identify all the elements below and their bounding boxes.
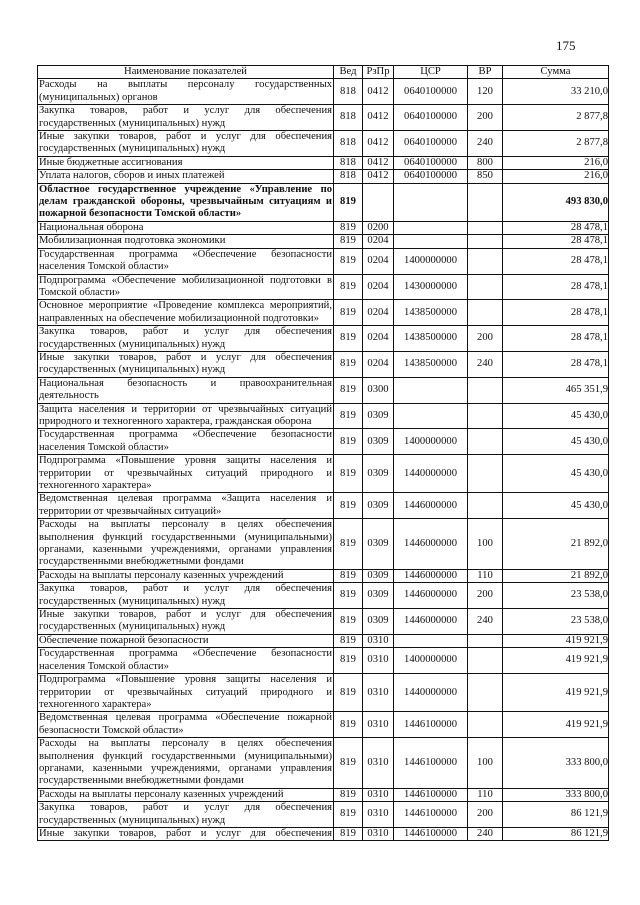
cell-sum: 28 478,1 xyxy=(503,351,609,377)
cell-csr: 1400000000 xyxy=(394,648,468,674)
cell-sum: 216,0 xyxy=(503,156,609,169)
cell-rzpr: 0200 xyxy=(363,221,394,234)
cell-sum: 28 478,1 xyxy=(503,235,609,248)
header-sum: Сумма xyxy=(503,66,609,79)
cell-ved: 819 xyxy=(334,712,363,738)
cell-ved: 819 xyxy=(334,609,363,635)
cell-sum: 419 921,9 xyxy=(503,674,609,712)
cell-name: Закупка товаров, работ и услуг для обеспечения государственных (муниципальных) нужд xyxy=(39,802,332,826)
cell-rzpr: 0309 xyxy=(363,583,394,609)
cell-sum: 333 800,0 xyxy=(503,738,609,789)
header-rzpr: РзПр xyxy=(363,66,394,79)
cell-csr xyxy=(394,183,468,221)
table-row xyxy=(38,300,609,326)
cell-csr: 1440000000 xyxy=(394,455,468,493)
cell-csr xyxy=(394,377,468,403)
cell-sum: 45 430,0 xyxy=(503,403,609,429)
cell-csr: 1400000000 xyxy=(394,248,468,274)
cell-rzpr: 0412 xyxy=(363,105,394,131)
cell-name: Расходы на выплаты персоналу в целях обеспечения выполнения функций государственными (муниципальными) органами, казенными учреждениями, органами управления государственными внебюджетными фондами xyxy=(39,519,332,568)
cell-rzpr: 0412 xyxy=(363,170,394,183)
cell-sum: 45 430,0 xyxy=(503,455,609,493)
cell-csr: 1400000000 xyxy=(394,429,468,455)
cell-sum: 419 921,9 xyxy=(503,712,609,738)
cell-vr: 240 xyxy=(468,351,503,377)
cell-name: Закупка товаров, работ и услуг для обеспечения государственных (муниципальных) нужд xyxy=(39,583,332,607)
cell-name: Подпрограмма «Обеспечение мобилизационной подготовки в Томской области» xyxy=(39,274,332,298)
cell-name: Основное мероприятие «Проведение комплекса мероприятий, направленных на обеспечение мобилизационной подготовки» xyxy=(39,300,332,324)
cell-vr xyxy=(468,248,503,274)
cell-csr: 1440000000 xyxy=(394,674,468,712)
table-row xyxy=(38,519,609,570)
cell-sum: 493 830,0 xyxy=(503,183,609,221)
cell-csr: 1446100000 xyxy=(394,712,468,738)
table-row xyxy=(38,827,609,840)
cell-rzpr: 0309 xyxy=(363,609,394,635)
cell-ved: 819 xyxy=(334,802,363,828)
cell-name: Национальная безопасность и правоохранительная деятельность xyxy=(39,377,332,402)
cell-ved: 819 xyxy=(334,326,363,352)
table-row xyxy=(38,788,609,801)
cell-csr: 1430000000 xyxy=(394,274,468,300)
cell-vr xyxy=(468,235,503,248)
cell-rzpr: 0310 xyxy=(363,802,394,828)
table-row xyxy=(38,248,609,274)
cell-vr: 240 xyxy=(468,827,503,840)
cell-rzpr: 0412 xyxy=(363,131,394,157)
cell-sum: 23 538,0 xyxy=(503,609,609,635)
cell-vr xyxy=(468,634,503,647)
cell-rzpr: 0412 xyxy=(363,156,394,169)
cell-vr xyxy=(468,183,503,221)
header-ved: Вед xyxy=(334,66,363,79)
cell-sum: 21 892,0 xyxy=(503,519,609,570)
cell-csr: 0640100000 xyxy=(394,170,468,183)
cell-csr: 0640100000 xyxy=(394,131,468,157)
cell-csr: 0640100000 xyxy=(394,105,468,131)
cell-vr: 100 xyxy=(468,519,503,570)
cell-sum: 333 800,0 xyxy=(503,788,609,801)
cell-ved: 819 xyxy=(334,455,363,493)
cell-ved: 819 xyxy=(334,674,363,712)
table-row xyxy=(38,326,609,352)
cell-sum: 419 921,9 xyxy=(503,634,609,647)
budget-table xyxy=(37,65,609,841)
cell-rzpr: 0204 xyxy=(363,235,394,248)
table-row xyxy=(38,170,609,183)
cell-vr: 200 xyxy=(468,326,503,352)
cell-vr xyxy=(468,455,503,493)
cell-sum: 28 478,1 xyxy=(503,300,609,326)
cell-vr: 200 xyxy=(468,802,503,828)
cell-name: Национальная оборона xyxy=(38,221,334,234)
cell-sum: 86 121,9 xyxy=(503,802,609,828)
table-header-row xyxy=(38,66,609,79)
cell-name: Государственная программа «Обеспечение безопасности населения Томской области» xyxy=(39,429,332,453)
cell-ved: 819 xyxy=(334,583,363,609)
cell-csr: 1446000000 xyxy=(394,583,468,609)
cell-sum: 23 538,0 xyxy=(503,583,609,609)
cell-csr: 1446000000 xyxy=(394,519,468,570)
cell-vr xyxy=(468,377,503,403)
cell-csr: 1446100000 xyxy=(394,788,468,801)
cell-sum: 2 877,8 xyxy=(503,131,609,157)
cell-rzpr: 0310 xyxy=(363,827,394,840)
cell-rzpr: 0300 xyxy=(363,377,394,403)
cell-ved: 818 xyxy=(334,170,363,183)
cell-rzpr: 0204 xyxy=(363,248,394,274)
cell-ved: 819 xyxy=(334,519,363,570)
table-row xyxy=(38,569,609,582)
cell-ved: 819 xyxy=(334,300,363,326)
cell-name: Ведомственная целевая программа «Защита населения и территории от чрезвычайных ситуаций» xyxy=(39,493,332,517)
cell-vr: 100 xyxy=(468,738,503,789)
cell-sum: 419 921,9 xyxy=(503,648,609,674)
cell-csr: 0640100000 xyxy=(394,79,468,105)
cell-rzpr xyxy=(363,183,394,221)
table-row xyxy=(38,429,609,455)
cell-rzpr: 0310 xyxy=(363,788,394,801)
cell-rzpr: 0412 xyxy=(363,79,394,105)
header-vr: ВР xyxy=(468,66,503,79)
cell-sum: 28 478,1 xyxy=(503,274,609,300)
cell-ved: 818 xyxy=(334,105,363,131)
cell-csr: 1446100000 xyxy=(394,738,468,789)
cell-ved: 819 xyxy=(334,351,363,377)
cell-vr xyxy=(468,429,503,455)
table-row xyxy=(38,105,609,131)
cell-vr xyxy=(468,274,503,300)
cell-name: Иные закупки товаров, работ и услуг для обеспечения государственных (муниципальных) нужд xyxy=(39,131,332,155)
cell-vr: 110 xyxy=(468,569,503,582)
cell-ved: 819 xyxy=(334,827,363,840)
cell-name: Расходы на выплаты персоналу казенных учреждений xyxy=(38,569,334,582)
cell-csr: 1446000000 xyxy=(394,609,468,635)
cell-ved: 819 xyxy=(334,248,363,274)
cell-vr xyxy=(468,300,503,326)
table-row xyxy=(38,738,609,789)
cell-csr: 1438500000 xyxy=(394,326,468,352)
cell-csr xyxy=(394,634,468,647)
cell-csr: 0640100000 xyxy=(394,156,468,169)
table-row xyxy=(38,802,609,828)
cell-ved: 819 xyxy=(334,648,363,674)
header-name: Наименование показателей xyxy=(38,66,334,79)
cell-vr: 240 xyxy=(468,609,503,635)
cell-rzpr: 0204 xyxy=(363,326,394,352)
cell-ved: 819 xyxy=(334,493,363,519)
table-row xyxy=(38,235,609,248)
cell-csr: 1446000000 xyxy=(394,569,468,582)
cell-ved: 819 xyxy=(334,221,363,234)
cell-name: Подпрограмма «Повышение уровня защиты населения и территории от чрезвычайных ситуаций природного и техногенного характера» xyxy=(39,674,332,710)
cell-name: Расходы на выплаты персоналу казенных учреждений xyxy=(38,788,334,801)
table-row xyxy=(38,634,609,647)
cell-rzpr: 0309 xyxy=(363,569,394,582)
cell-vr: 200 xyxy=(468,583,503,609)
cell-ved: 819 xyxy=(334,634,363,647)
cell-rzpr: 0309 xyxy=(363,455,394,493)
cell-name: Обеспечение пожарной безопасности xyxy=(38,634,334,647)
header-csr: ЦСР xyxy=(394,66,468,79)
cell-csr: 1446000000 xyxy=(394,493,468,519)
cell-ved: 819 xyxy=(334,235,363,248)
cell-csr: 1446100000 xyxy=(394,802,468,828)
cell-name: Государственная программа «Обеспечение безопасности населения Томской области» xyxy=(39,648,332,672)
table-row xyxy=(38,583,609,609)
cell-vr: 200 xyxy=(468,105,503,131)
cell-csr: 1438500000 xyxy=(394,300,468,326)
cell-sum: 45 430,0 xyxy=(503,429,609,455)
table-row xyxy=(38,221,609,234)
cell-ved: 819 xyxy=(334,377,363,403)
table-row xyxy=(38,712,609,738)
cell-name: Защита населения и территории от чрезвычайных ситуаций природного и техногенного характера, гражданская оборона xyxy=(39,403,332,427)
cell-csr xyxy=(394,403,468,429)
cell-rzpr: 0204 xyxy=(363,351,394,377)
table-row xyxy=(38,79,609,105)
cell-sum: 465 351,9 xyxy=(503,377,609,403)
cell-rzpr: 0204 xyxy=(363,300,394,326)
cell-rzpr: 0310 xyxy=(363,674,394,712)
cell-rzpr: 0310 xyxy=(363,712,394,738)
cell-name: Закупка товаров, работ и услуг для обеспечения государственных (муниципальных) нужд xyxy=(39,105,332,129)
table-row xyxy=(38,377,609,403)
table-row xyxy=(38,674,609,712)
page-number: 175 xyxy=(556,38,576,53)
table-row xyxy=(38,455,609,493)
cell-csr: 1446100000 xyxy=(394,827,468,840)
cell-rzpr: 0309 xyxy=(363,519,394,570)
table-row xyxy=(38,183,609,221)
cell-rzpr: 0310 xyxy=(363,648,394,674)
cell-ved: 819 xyxy=(334,274,363,300)
cell-rzpr: 0310 xyxy=(363,738,394,789)
cell-sum: 28 478,1 xyxy=(503,326,609,352)
cell-ved: 819 xyxy=(334,738,363,789)
cell-vr: 800 xyxy=(468,156,503,169)
cell-vr xyxy=(468,674,503,712)
cell-sum: 21 892,0 xyxy=(503,569,609,582)
cell-vr xyxy=(468,712,503,738)
cell-sum: 33 210,0 xyxy=(503,79,609,105)
cell-ved: 818 xyxy=(334,79,363,105)
table-row xyxy=(38,274,609,300)
table-row xyxy=(38,493,609,519)
cell-rzpr: 0310 xyxy=(363,634,394,647)
cell-rzpr: 0204 xyxy=(363,274,394,300)
table-row xyxy=(38,403,609,429)
cell-name: Ведомственная целевая программа «Обеспечение пожарной безопасности Томской области» xyxy=(39,712,332,736)
cell-sum: 28 478,1 xyxy=(503,248,609,274)
cell-csr xyxy=(394,235,468,248)
cell-sum: 216,0 xyxy=(503,170,609,183)
cell-name: Мобилизационная подготовка экономики xyxy=(38,235,334,248)
cell-name: Государственная программа «Обеспечение безопасности населения Томской области» xyxy=(39,248,332,273)
cell-ved: 819 xyxy=(334,403,363,429)
cell-vr xyxy=(468,648,503,674)
cell-name: Подпрограмма «Повышение уровня защиты населения и территории от чрезвычайных ситуаций природного и техногенного характера» xyxy=(39,455,332,491)
cell-vr xyxy=(468,403,503,429)
table-row xyxy=(38,609,609,635)
cell-vr: 850 xyxy=(468,170,503,183)
cell-sum: 45 430,0 xyxy=(503,493,609,519)
table-row xyxy=(38,351,609,377)
cell-name: Областное государственное учреждение «Управление по делам гражданской обороны, чрезвычайным ситуациям и пожарной безопасности Томской области» xyxy=(39,183,332,220)
cell-vr xyxy=(468,221,503,234)
cell-ved: 818 xyxy=(334,156,363,169)
cell-name: Расходы на выплаты персоналу в целях обеспечения выполнения функций государственными (муниципальными) органами, казенными учреждениями, органами управления государственными внебюджетными фондами xyxy=(39,738,332,787)
cell-sum: 2 877,8 xyxy=(503,105,609,131)
cell-sum: 86 121,9 xyxy=(503,827,609,840)
cell-csr xyxy=(394,221,468,234)
cell-name: Иные закупки товаров, работ и услуг для обеспечения государственных (муниципальных) нужд xyxy=(39,609,332,633)
cell-name: Иные бюджетные ассигнования xyxy=(38,156,334,169)
cell-ved: 818 xyxy=(334,131,363,157)
cell-rzpr: 0309 xyxy=(363,493,394,519)
table-row xyxy=(38,156,609,169)
cell-vr: 120 xyxy=(468,79,503,105)
table-row xyxy=(38,648,609,674)
cell-name: Расходы на выплаты персоналу государственных (муниципальных) органов xyxy=(39,79,332,103)
cell-rzpr: 0309 xyxy=(363,429,394,455)
cell-sum: 28 478,1 xyxy=(503,221,609,234)
cell-vr: 110 xyxy=(468,788,503,801)
cell-ved: 819 xyxy=(334,429,363,455)
cell-ved: 819 xyxy=(334,183,363,221)
cell-name: Иные закупки товаров, работ и услуг для обеспечения государственных (муниципальных) нужд xyxy=(39,351,332,376)
cell-vr xyxy=(468,493,503,519)
cell-ved: 819 xyxy=(334,788,363,801)
cell-name: Уплата налогов, сборов и иных платежей xyxy=(38,170,334,183)
cell-ved: 819 xyxy=(334,569,363,582)
cell-vr: 240 xyxy=(468,131,503,157)
cell-name: Закупка товаров, работ и услуг для обеспечения государственных (муниципальных) нужд xyxy=(39,326,332,350)
table-row xyxy=(38,131,609,157)
cell-csr: 1438500000 xyxy=(394,351,468,377)
cell-name: Иные закупки товаров, работ и услуг для обеспечения xyxy=(39,827,332,839)
cell-rzpr: 0309 xyxy=(363,403,394,429)
